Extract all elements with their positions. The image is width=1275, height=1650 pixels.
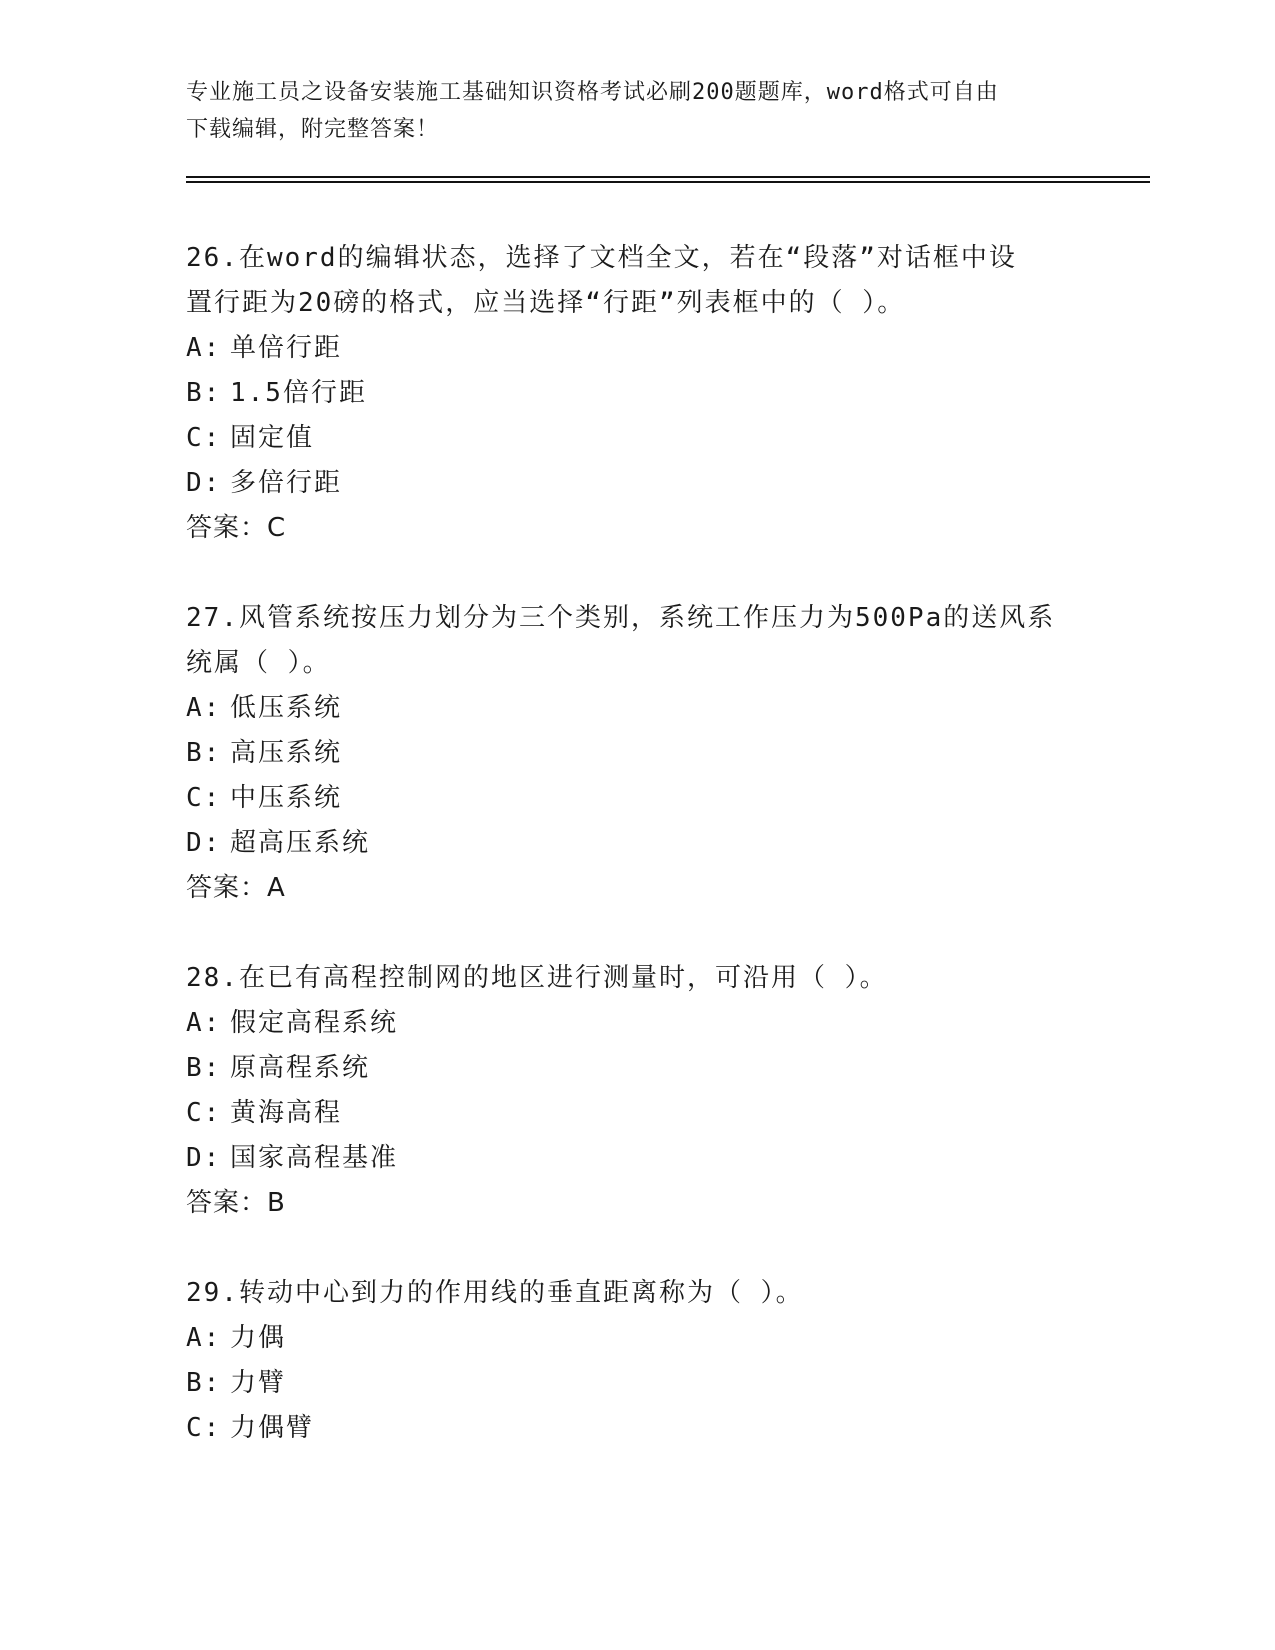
option-text: 高压系统: [230, 738, 343, 768]
option-a: [186, 1316, 1086, 1361]
stem-line: 置行距为20磅的格式，应当选择“行距”列表框中的（ ）。: [186, 288, 906, 318]
option-text: 原高程系统: [230, 1053, 371, 1083]
header-line-2: 下载编辑，附完整答案！: [186, 117, 440, 142]
question-stem: [186, 956, 1086, 1001]
stem-line: 27.风管系统按压力划分为三个类别，系统工作压力为500Pa的送风系: [186, 603, 1056, 633]
answer-label: 答案：: [186, 513, 268, 543]
option-c: [186, 1091, 1086, 1136]
option-text: 1.5倍行距: [230, 378, 367, 408]
option-key: B:: [186, 1368, 222, 1398]
question-list: [186, 236, 1086, 1496]
header-divider-top: [186, 176, 1150, 178]
question-26: [186, 236, 1086, 551]
question-stem: [186, 236, 1086, 326]
option-key: A:: [186, 333, 222, 363]
option-b: [186, 1046, 1086, 1091]
option-text: 固定值: [230, 423, 315, 453]
option-key: B:: [186, 378, 222, 408]
option-text: 超高压系统: [230, 828, 371, 858]
option-text: 国家高程基准: [230, 1143, 399, 1173]
option-key: B:: [186, 1053, 222, 1083]
answer-value: C: [267, 513, 287, 543]
option-a: [186, 1001, 1086, 1046]
answer-label: 答案：: [186, 873, 268, 903]
option-text: 力偶: [230, 1323, 287, 1353]
stem-line: 26.在word的编辑状态，选择了文档全文，若在“段落”对话框中设: [186, 243, 1017, 273]
option-key: A:: [186, 1008, 222, 1038]
answer-line: [186, 1181, 1086, 1226]
option-text: 单倍行距: [230, 333, 343, 363]
option-d: [186, 1136, 1086, 1181]
option-key: C:: [186, 783, 222, 813]
option-key: C:: [186, 1413, 222, 1443]
option-c: [186, 1406, 1086, 1451]
question-27: [186, 596, 1086, 911]
answer-value: A: [267, 873, 286, 903]
option-text: 低压系统: [230, 693, 343, 723]
option-text: 多倍行距: [230, 468, 343, 498]
option-text: 力偶臂: [230, 1413, 315, 1443]
option-key: A:: [186, 1323, 222, 1353]
stem-line: 28.在已有高程控制网的地区进行测量时，可沿用（ ）。: [186, 963, 888, 993]
question-28: [186, 956, 1086, 1226]
stem-line: 统属（ ）。: [186, 648, 331, 678]
option-key: D:: [186, 468, 222, 498]
option-b: [186, 1361, 1086, 1406]
option-text: 力臂: [230, 1368, 287, 1398]
option-a: [186, 686, 1086, 731]
question-29: [186, 1271, 1086, 1451]
option-c: [186, 776, 1086, 821]
option-key: D:: [186, 1143, 222, 1173]
option-b: [186, 731, 1086, 776]
option-d: [186, 461, 1086, 506]
answer-value: B: [267, 1188, 286, 1218]
option-key: C:: [186, 423, 222, 453]
option-key: A:: [186, 693, 222, 723]
header-line-1: 专业施工员之设备安装施工基础知识资格考试必刷200题题库，word格式可自由: [186, 80, 999, 105]
question-stem: [186, 596, 1086, 686]
option-a: [186, 326, 1086, 371]
answer-label: 答案：: [186, 1188, 268, 1218]
header-divider-bottom: [186, 181, 1150, 183]
option-key: B:: [186, 738, 222, 768]
option-b: [186, 371, 1086, 416]
answer-line: [186, 506, 1086, 551]
option-key: C:: [186, 1098, 222, 1128]
option-key: D:: [186, 828, 222, 858]
option-text: 假定高程系统: [230, 1008, 399, 1038]
document-header: [186, 74, 1086, 148]
option-text: 中压系统: [230, 783, 343, 813]
option-c: [186, 416, 1086, 461]
option-d: [186, 821, 1086, 866]
question-stem: [186, 1271, 1086, 1316]
option-text: 黄海高程: [230, 1098, 343, 1128]
stem-line: 29.转动中心到力的作用线的垂直距离称为（ ）。: [186, 1278, 804, 1308]
answer-line: [186, 866, 1086, 911]
